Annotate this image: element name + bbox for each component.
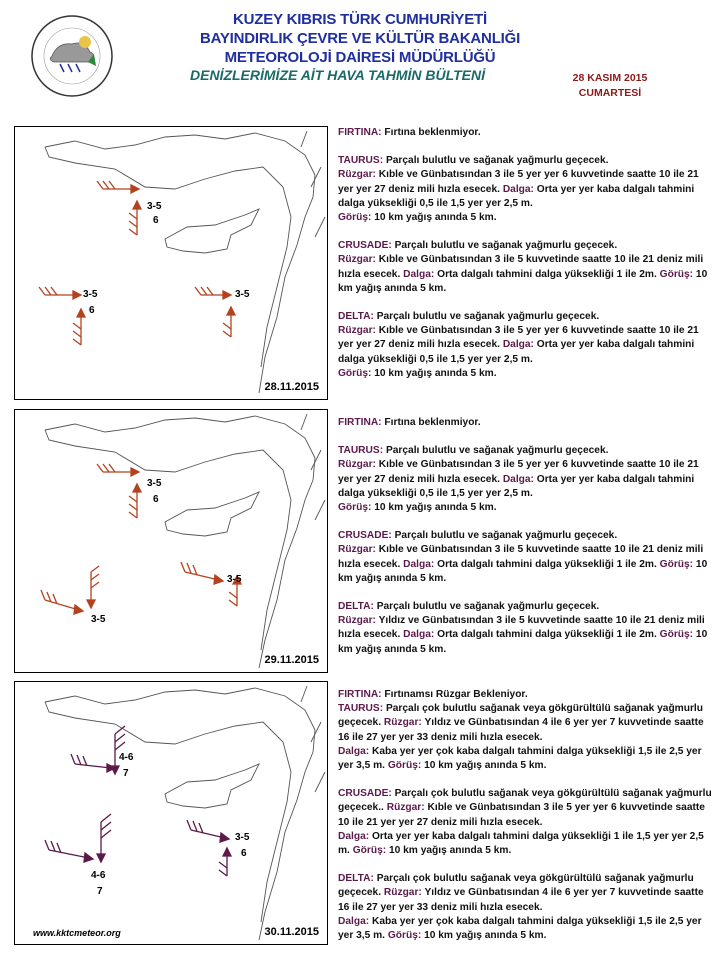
crusade-wind: Kıble ve Günbatısından 3 ile 5 kuvvetinde saatte 10 ile 21 deniz mili hızla esecek. xyxy=(338,254,704,280)
crusade-wave: Orta dalgalı tahmini dalga yüksekliği 1 ile 2m. xyxy=(437,558,657,570)
forecast-text-day-1 xyxy=(338,126,716,381)
weekday-line: CUMARTESİ xyxy=(578,87,642,99)
map-date: 28.11.2015 xyxy=(264,381,319,393)
visibility-label: Görüş: xyxy=(659,558,694,570)
visibility-label: Görüş: xyxy=(387,930,422,942)
taurus-visibility: 10 km yağış anında 5 km. xyxy=(424,760,547,772)
wave-label: Dalga: xyxy=(502,473,534,485)
taurus-wind: Yıldız ve Günbatısından 4 ile 6 yer yer 7 kuvvetinde saatte 16 ile 27 yer yer 33 deniz mili hızla esecek. xyxy=(338,717,704,743)
east-wave-label: 3-5 xyxy=(235,289,250,300)
delta-wave: Kaba yer yer çok kaba dalgalı tahmini dalga yüksekliği 1,5 ile 2,5 yer yer 3,5 m. xyxy=(338,915,702,942)
wave-label: Dalga: xyxy=(338,915,370,927)
taurus-sky: Parçalı çok bulutlu sağanak veya gökgürültülü sağanak yağmurlu geçecek. xyxy=(338,703,703,729)
wind-label: Rüzgar: xyxy=(338,615,376,627)
taurus-sky: Parçalı bulutlu ve sağanak yağmurlu geçecek. xyxy=(385,445,609,457)
wind-label: Rüzgar: xyxy=(338,325,376,337)
org-line-3: METEOROLOJİ DAİRESİ MÜDÜRLÜĞÜ xyxy=(224,49,496,66)
firtina-label: FIRTINA: xyxy=(338,417,382,428)
taurus-label: TAURUS: xyxy=(338,445,384,457)
crusade-wind: Kıble ve Günbatısından 3 ile 5 kuvvetinde saatte 10 ile 21 deniz mili hızla esecek. xyxy=(338,544,704,570)
firtina-label: FIRTINA: xyxy=(338,689,382,700)
taurus-wind: Kıble ve Günbatısından 3 ile 5 yer yer 6 kuvvetinde saatte 10 ile 21 yer yer 27 deniz mili hızla esecek. xyxy=(338,169,699,195)
wind-label: Rüzgar: xyxy=(338,254,376,266)
delta-label: DELTA: xyxy=(338,311,374,323)
delta-wind: Yıldız ve Günbatısından 3 ile 5 kuvvetinde saatte 10 ile 21 deniz mili hızla esecek. xyxy=(338,615,705,641)
map-panel-day-1 xyxy=(14,126,328,400)
west-wave-label: 4-6 xyxy=(91,870,106,881)
wave-label: Dalga: xyxy=(403,558,435,570)
delta-wind: Yıldız ve Günbatısından 4 ile 6 yer yer 7 kuvvetinde saatte 16 ile 27 yer yer 33 deniz mili hızla esecek. xyxy=(338,887,704,913)
wave-label: Dalga: xyxy=(338,830,370,842)
crusade-label: CRUSADE: xyxy=(338,530,392,542)
visibility-label: Görüş: xyxy=(338,212,372,224)
crusade-wind: Kıble ve Günbatısından 3 ile 5 yer yer 6 kuvvetinde saatte 10 ile 21 yer yer 27 deniz mili hızla esecek. xyxy=(338,802,705,828)
delta-visibility: 10 km yağış anında 5 km. xyxy=(338,629,708,655)
delta-sky: Parçalı bulutlu ve sağanak yağmurlu geçecek. xyxy=(376,601,600,613)
wave-label: Dalga: xyxy=(502,339,534,351)
visibility-label: Görüş: xyxy=(338,367,372,379)
taurus-wave: Kaba yer yer çok kaba dalgalı tahmini dalga yüksekliği 1,5 ile 2,5 yer yer 3,5 m. xyxy=(338,745,702,772)
organization-name xyxy=(130,10,590,67)
taurus-max-label: 7 xyxy=(123,768,129,779)
forecast-text-day-2 xyxy=(338,416,716,657)
delta-sky: Parçalı çok bulutlu sağanak veya gökgürültülü sağanak yağmurlu geçecek. xyxy=(338,873,694,899)
wave-label: Dalga: xyxy=(403,268,435,280)
west-wave-label: 3-5 xyxy=(83,289,98,300)
taurus-max-label: 6 xyxy=(153,494,159,505)
wind-label: Rüzgar: xyxy=(338,169,376,181)
crusade-visibility: 10 km yağış anında 5 km. xyxy=(338,268,708,294)
org-line-1: KUZEY KIBRIS TÜRK CUMHURİYETİ xyxy=(233,11,487,28)
delta-wind: Kıble ve Günbatısından 3 ile 5 yer yer 6 kuvvetinde saatte 10 ile 21 yer yer 27 deniz mili hızla esecek. xyxy=(338,325,699,351)
wind-label: Rüzgar: xyxy=(338,459,376,471)
east-wave-label: 3-5 xyxy=(235,832,250,843)
wave-label: Dalga: xyxy=(403,629,435,641)
crusade-sky: Parçalı bulutlu ve sağanak yağmurlu geçecek. xyxy=(394,530,618,542)
wind-label: Rüzgar: xyxy=(383,887,422,899)
visibility-label: Görüş: xyxy=(352,845,387,857)
bulletin-title: DENİZLERİMİZE AİT HAVA TAHMİN BÜLTENİ xyxy=(190,67,486,83)
taurus-wave: Orta yer yer kaba dalgalı tahmini dalga yüksekliği 0,5 ile 1,5 yer yer 2,5 m. xyxy=(338,473,695,499)
taurus-max-label: 6 xyxy=(153,215,159,226)
delta-wave: Orta dalgalı tahmini dalga yüksekliği 1 ile 2m. xyxy=(437,629,657,641)
crusade-label: CRUSADE: xyxy=(338,788,392,800)
map-panel-day-3 xyxy=(14,681,328,945)
sea-area-map xyxy=(15,410,327,672)
org-line-2: BAYINDIRLIK ÇEVRE VE KÜLTÜR BAKANLIĞI xyxy=(199,30,521,47)
crusade-label: CRUSADE: xyxy=(338,240,392,252)
wind-label: Rüzgar: xyxy=(338,544,376,556)
east-max-label: 6 xyxy=(241,848,247,859)
taurus-wave-label: 3-5 xyxy=(147,201,162,212)
delta-sky: Parçalı bulutlu ve sağanak yağmurlu geçecek. xyxy=(376,311,600,323)
taurus-visibility: 10 km yağış anında 5 km. xyxy=(374,502,497,514)
website-link[interactable]: www.kktcmeteor.org xyxy=(33,928,121,938)
west-wave-label: 3-5 xyxy=(91,614,106,625)
east-wave-label: 3-5 xyxy=(227,574,242,585)
visibility-label: Görüş: xyxy=(659,629,694,641)
meteorology-logo xyxy=(30,14,114,98)
sea-area-map xyxy=(15,127,327,399)
visibility-label: Görüş: xyxy=(387,760,422,772)
sea-area-map xyxy=(15,682,327,944)
taurus-sky: Parçalı bulutlu ve sağanak yağmurlu geçecek. xyxy=(385,155,609,167)
taurus-wave-label: 3-5 xyxy=(147,478,162,489)
crusade-sky: Parçalı çok bulutlu sağanak veya gökgürültülü sağanak yağmurlu geçecek.. xyxy=(338,788,712,814)
crusade-visibility: 10 km yağış anında 5 km. xyxy=(388,845,512,857)
map-panel-day-2 xyxy=(14,409,328,673)
firtina-label: FIRTINA: xyxy=(338,127,382,138)
taurus-label: TAURUS: xyxy=(338,703,384,715)
wind-label: Rüzgar: xyxy=(383,717,422,729)
wind-label: Rüzgar: xyxy=(386,802,425,814)
delta-label: DELTA: xyxy=(338,601,374,613)
firtina-text: Fırtına beklenmiyor. xyxy=(384,127,481,138)
bulletin-date xyxy=(560,71,660,101)
crusade-wave: Orta dalgalı tahmini dalga yüksekliği 1 ile 2m. xyxy=(437,268,657,280)
taurus-wave-label: 4-6 xyxy=(119,752,134,763)
forecast-text-day-3 xyxy=(338,688,716,943)
taurus-wave: Orta yer yer kaba dalgalı tahmini dalga yüksekliği 0,5 ile 1,5 yer yer 2,5 m. xyxy=(338,183,695,209)
taurus-visibility: 10 km yağış anında 5 km. xyxy=(374,212,497,224)
delta-visibility: 10 km yağış anında 5 km. xyxy=(424,930,547,942)
west-max-label: 6 xyxy=(89,305,95,316)
firtina-text: Fırtınamsı Rüzgar Bekleniyor. xyxy=(384,689,528,700)
crusade-wave: Orta yer yer kaba dalgalı tahmini dalga yüksekliği 1 ile 1,5 yer yer 2,5 m. xyxy=(338,830,704,857)
date-line: 28 KASIM 2015 xyxy=(572,72,648,84)
wave-label: Dalga: xyxy=(338,745,370,757)
west-max-label: 7 xyxy=(97,886,103,897)
visibility-label: Görüş: xyxy=(338,502,372,514)
taurus-label: TAURUS: xyxy=(338,155,384,167)
firtina-text: Fırtına beklenmiyor. xyxy=(384,417,481,428)
delta-visibility: 10 km yağış anında 5 km. xyxy=(374,367,497,379)
map-date: 30.11.2015 xyxy=(264,926,319,938)
visibility-label: Görüş: xyxy=(659,268,694,280)
delta-wave: Orta yer yer kaba dalgalı tahmini dalga yüksekliği 0,5 ile 1,5 yer yer 2,5 m. xyxy=(338,339,695,365)
wave-label: Dalga: xyxy=(502,183,534,195)
taurus-wind: Kıble ve Günbatısından 3 ile 5 yer yer 6 kuvvetinde saatte 10 ile 21 yer yer 27 deniz mili hızla esecek. xyxy=(338,459,699,485)
map-date: 29.11.2015 xyxy=(264,654,319,666)
crusade-sky: Parçalı bulutlu ve sağanak yağmurlu geçecek. xyxy=(394,240,618,252)
delta-label: DELTA: xyxy=(338,873,374,885)
crusade-visibility: 10 km yağış anında 5 km. xyxy=(338,558,708,584)
